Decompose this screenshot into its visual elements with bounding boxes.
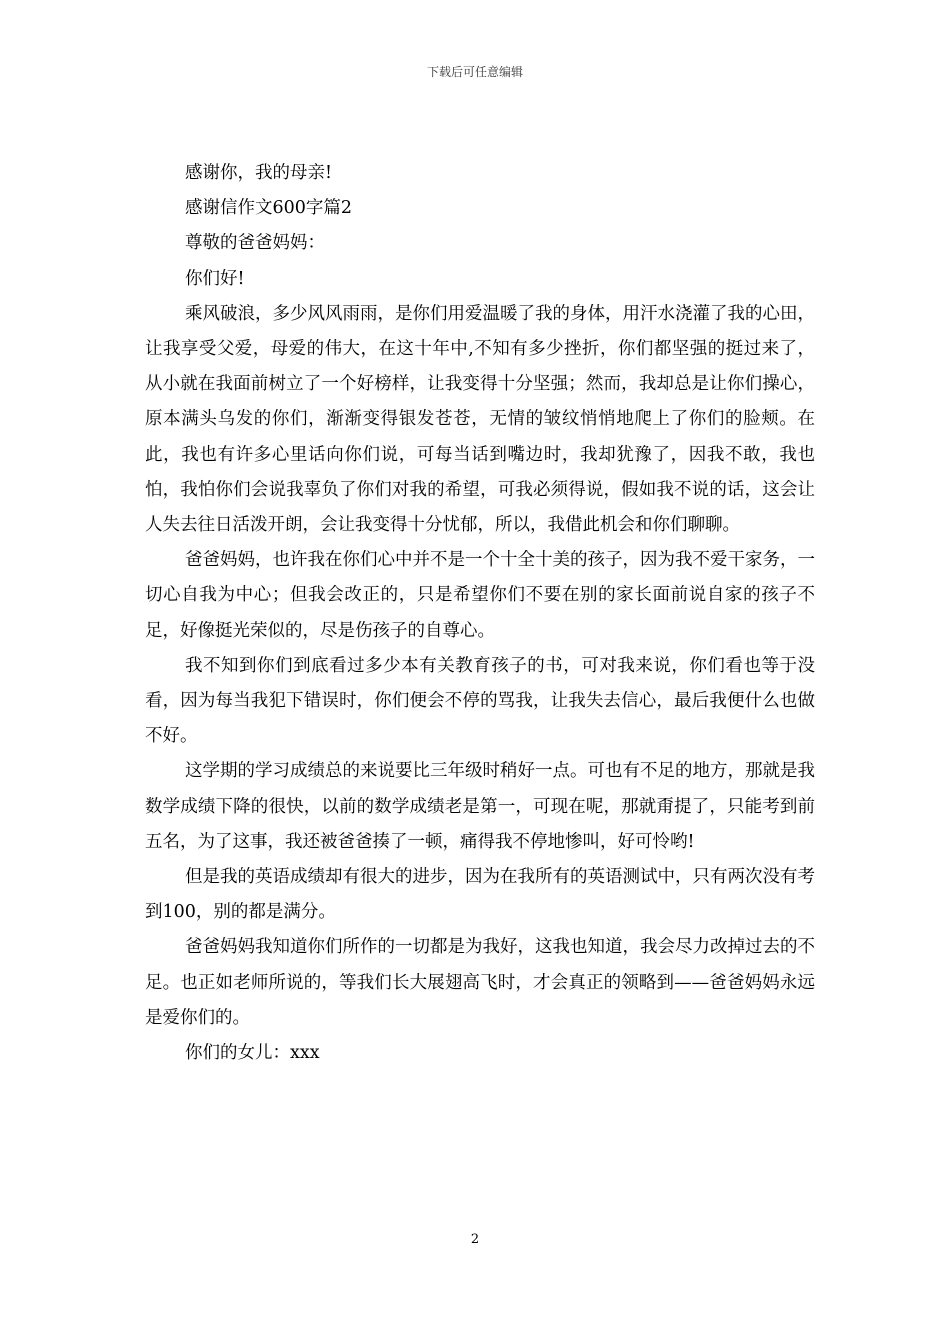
- signature-line: 你们的女儿：xxx: [185, 1043, 320, 1064]
- body-paragraph: 但是我的英语成绩却有很大的进步，因为在我所有的英语测试中，只有两次没有考到100，别的都是满分。: [145, 867, 815, 923]
- body-paragraph: 爸爸妈妈我知道你们所作的一切都是为我好，这我也知道，我会尽力改掉过去的不足。也正如老师所说的，等我们长大展翅高飞时，才会真正的领略到——爸爸妈妈永远是爱你们的。: [145, 937, 815, 1028]
- salutation: 尊敬的爸爸妈妈：: [185, 233, 325, 254]
- body-paragraph: 爸爸妈妈，也许我在你们心中并不是一个十全十美的孩子，因为我不爱干家务，一切心自我为中心；但我会改正的，只是希望你们不要在别的家长面前说自家的孩子不足，好像挺光荣似的，尽是伤孩子的自尊心。: [145, 550, 815, 641]
- body-paragraph: 这学期的学习成绩总的来说要比三年级时稍好一点。可也有不足的地方，那就是我数学成绩下降的很快，以前的数学成绩老是第一，可现在呢，那就甭提了，只能考到前五名，为了这事，我还被爸爸揍了一顿，痛得我不停地惨叫，好可怜哟!: [145, 761, 815, 852]
- body-paragraph: 乘风破浪，多少风风雨雨，是你们用爱温暖了我的身体，用汗水浇灌了我的心田，让我享受父爱，母爱的伟大，在这十年中,不知有多少挫折，你们都坚强的挺过来了，从小就在我面前树立了一个好榜样，让我变得十分坚强；然而，我却总是让你们操心，原本满头乌发的你们，渐渐变得银发苍苍，无情的皱纹悄悄地爬上了你们的脸颊。在此，我也有许多心里话向你们说，可每当话到嘴边时，我却犹豫了，因我不敢，我也怕，我怕你们会说我辜负了你们对我的希望，可我必须得说，假如我不说的话，这会让人失去往日活泼开朗，会让我变得十分忧郁，所以，我借此机会和你们聊聊。: [145, 303, 815, 536]
- section-title: 感谢信作文600字篇2: [185, 198, 353, 219]
- page-number: 2: [470, 1232, 480, 1247]
- greeting: 你们好!: [185, 268, 245, 289]
- body-paragraph: 我不知到你们到底看过多少本有关教育孩子的书，可对我来说，你们看也等于没看，因为每当我犯下错误时，你们便会不停的骂我，让我失去信心，最后我便什么也做不好。: [145, 655, 815, 747]
- closing-line: 感谢你，我的母亲!: [185, 163, 333, 183]
- page-header: 下载后可任意编辑: [426, 65, 523, 79]
- document-body: [145, 156, 815, 1071]
